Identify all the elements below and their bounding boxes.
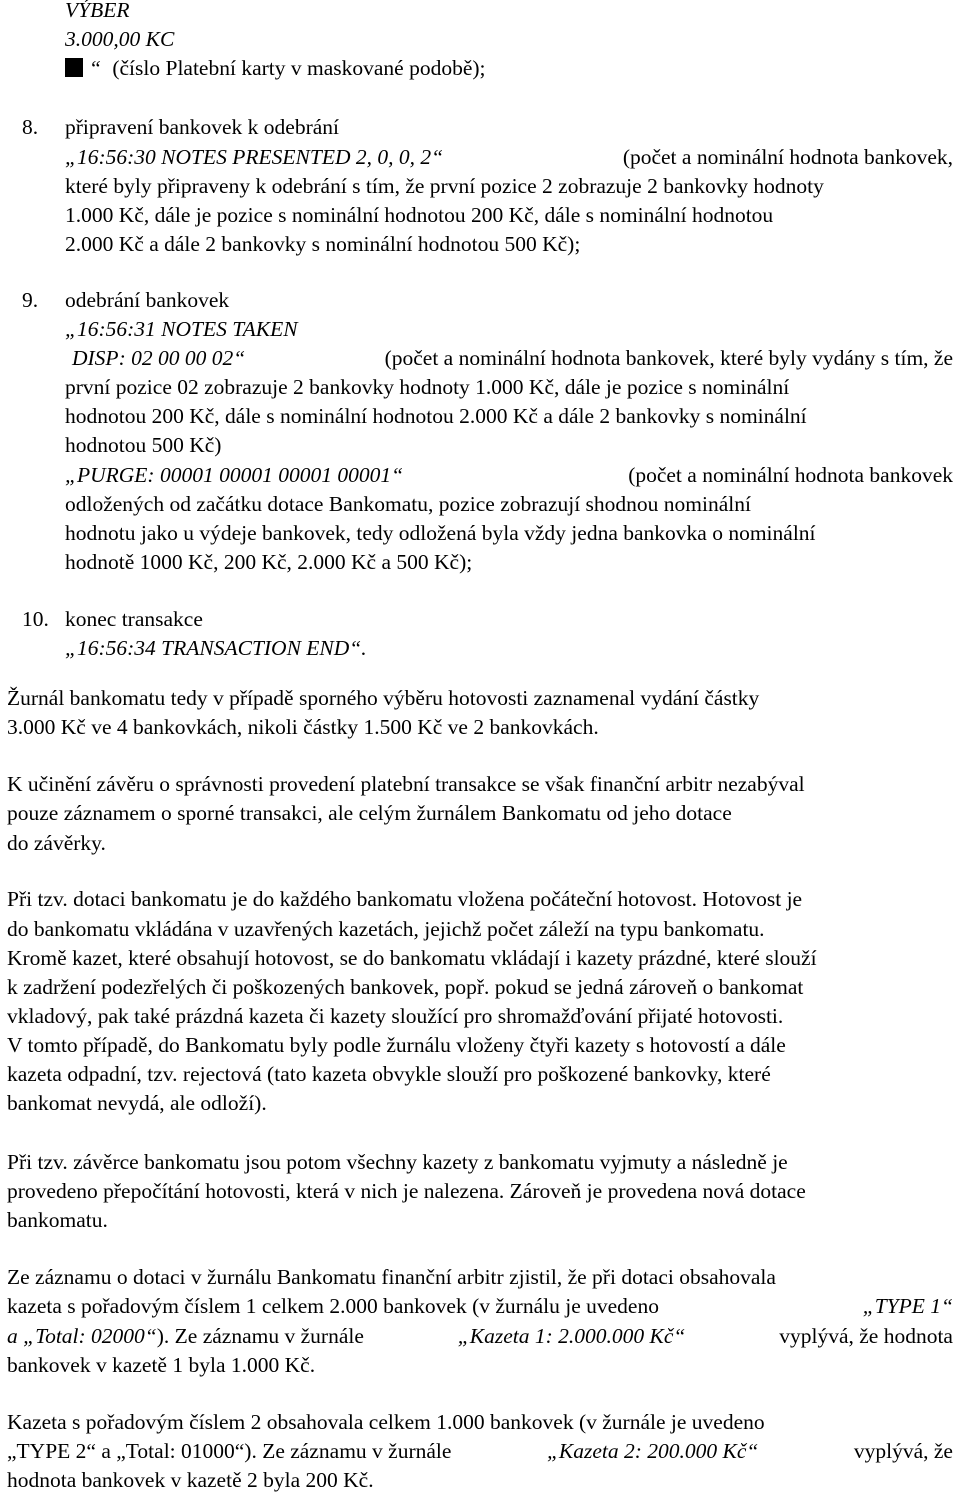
list-item-title: připravení bankovek k odebrání xyxy=(65,115,340,139)
receipt-line xyxy=(65,54,486,83)
list-number: 9. xyxy=(22,288,39,312)
receipt-line: 3.000,00 KC xyxy=(65,27,175,51)
journal-code: „Total: 02000“ xyxy=(23,1324,157,1348)
text-span: ). Ze záznamu v žurnále xyxy=(156,1324,364,1348)
list-item-line: 1.000 Kč, dále je pozice s nominální hodnotou 200 Kč, dále s nominální hodnotou xyxy=(65,203,774,227)
list-item-line: 2.000 Kč a dále 2 bankovky s nominální hodnotou 500 Kč); xyxy=(65,232,581,256)
paragraph-line: bankomat nevydá, ale odloží). xyxy=(7,1091,267,1115)
paragraph-line: Žurnál bankomatu tedy v případě sporného výběru hotovosti zaznamenal vydání částky xyxy=(7,686,760,710)
list-item-line: hodnotou 500 Kč) xyxy=(65,433,222,457)
paragraph-line: kazeta odpadní, tzv. rejectová (tato kazeta obvykle slouží pro poškozené bankovky, které xyxy=(7,1062,771,1086)
receipt-line: VÝBER xyxy=(65,0,130,22)
list-item-line xyxy=(72,344,953,373)
paragraph-line: bankomatu. xyxy=(7,1208,108,1232)
text-span: vyplývá, že xyxy=(853,1439,953,1463)
text-span: (počet a nominální hodnota bankovek xyxy=(628,463,953,487)
list-item-line xyxy=(65,461,953,490)
card-note: (číslo Platební karty v maskované podobě); xyxy=(112,56,486,80)
list-item-line: odložených od začátku dotace Bankomatu, pozice zobrazují shodnou nominální xyxy=(65,492,751,516)
list-item-title: konec transakce xyxy=(65,607,203,631)
list-item-line: hodnotu jako u výdeje bankovek, tedy odložená byla vždy jedna bankovka o nominální xyxy=(65,521,816,545)
paragraph-line: K učinění závěru o správnosti provedení platební transakce se však finanční arbitr nezabýval xyxy=(7,772,805,796)
paragraph-line: Kazeta s pořadovým číslem 2 obsahovala celkem 1.000 bankovek (v žurnále je uvedeno xyxy=(7,1410,765,1434)
list-number: 8. xyxy=(22,115,39,139)
paragraph-line: do bankomatu vkládána v uzavřených kazetách, jejichž počet záleží na typu bankomatu. xyxy=(7,917,765,941)
text-span: (počet a nominální hodnota bankovek, které byly vydány s tím, že xyxy=(384,346,953,370)
paragraph-line: provedeno přepočítání hotovosti, která v nich je nalezena. Zároveň je provedena nová dotace xyxy=(7,1179,806,1203)
paragraph-line: Při tzv. závěrce bankomatu jsou potom všechny kazety z bankomatu vyjmuty a následně je xyxy=(7,1150,788,1174)
paragraph-line: do závěrky. xyxy=(7,831,106,855)
list-item-line: první pozice 02 zobrazuje 2 bankovky hodnoty 1.000 Kč, dále je pozice s nominální xyxy=(65,375,790,399)
journal-code: „Kazeta 1: 2.000.000 Kč“ xyxy=(457,1324,686,1348)
paragraph-line xyxy=(7,1292,953,1321)
paragraph-line: hodnota bankovek v kazetě 2 byla 200 Kč. xyxy=(7,1468,374,1492)
journal-code: „16:56:30 NOTES PRESENTED 2, 0, 0, 2“ xyxy=(65,145,444,169)
paragraph-line: k zadržení podezřelých či poškozených bankovek, popř. pokud se jedná zároveň o bankomat xyxy=(7,975,804,999)
journal-code: „Kazeta 2: 200.000 Kč“ xyxy=(546,1439,759,1463)
text-span: a xyxy=(7,1324,18,1348)
list-number: 10. xyxy=(22,607,49,631)
paragraph-line: pouze záznamem o sporné transakci, ale celým žurnálem Bankomatu od jeho dotace xyxy=(7,801,732,825)
paragraph-line: vkladový, pak také prázdná kazeta či kazety sloužící pro shromažďování přijaté hotovosti. xyxy=(7,1004,784,1028)
paragraph-line xyxy=(7,1322,953,1351)
journal-code: „PURGE: 00001 00001 00001 00001“ xyxy=(65,463,404,487)
paragraph-line: bankovek v kazetě 1 byla 1.000 Kč. xyxy=(7,1353,316,1377)
list-item-line: které byly připraveny k odebrání s tím, že první pozice 2 zobrazuje 2 bankovky hodnoty xyxy=(65,174,824,198)
paragraph-line: Ze záznamu o dotaci v žurnálu Bankomatu finanční arbitr zjistil, že při dotaci obsahovala xyxy=(7,1265,776,1289)
paragraph-line: 3.000 Kč ve 4 bankovkách, nikoli částky 1.500 Kč ve 2 bankovkách. xyxy=(7,715,599,739)
text-span: kazeta s pořadovým číslem 1 celkem 2.000 bankovek (v žurnálu je uvedeno xyxy=(7,1294,659,1318)
list-item-title: odebrání bankovek xyxy=(65,288,230,312)
list-item-line: hodnotou 200 Kč, dále s nominální hodnotou 2.000 Kč a dále 2 bankovky s nominální xyxy=(65,404,807,428)
journal-code: DISP: 02 00 00 02“ xyxy=(72,346,246,370)
paragraph-line: Kromě kazet, které obsahují hotovost, se do bankomatu vkládají i kazety prázdné, které slouží xyxy=(7,946,817,970)
journal-code: „16:56:34 TRANSACTION END“. xyxy=(65,636,367,660)
paragraph-line xyxy=(7,1437,953,1466)
text-span: (počet a nominální hodnota bankovek, xyxy=(622,145,953,169)
paragraph-line: Při tzv. dotaci bankomatu je do každého bankomatu vložena počáteční hotovost. Hotovost je xyxy=(7,887,803,911)
redacted-block xyxy=(65,58,83,77)
journal-code: „TYPE 1“ xyxy=(862,1294,953,1318)
journal-code: „16:56:31 NOTES TAKEN xyxy=(65,317,298,341)
text-span: „TYPE 2“ a „Total: 01000“). Ze záznamu v žurnále xyxy=(7,1439,452,1463)
paragraph-line: V tomto případě, do Bankomatu byly podle žurnálu vloženy čtyři kazety s hotovostí a dále xyxy=(7,1033,786,1057)
list-item-line: hodnotě 1000 Kč, 200 Kč, 2.000 Kč a 500 Kč); xyxy=(65,550,473,574)
closing-quote: “ xyxy=(89,56,101,80)
list-item-line xyxy=(65,143,953,172)
text-span: vyplývá, že hodnota xyxy=(779,1324,953,1348)
